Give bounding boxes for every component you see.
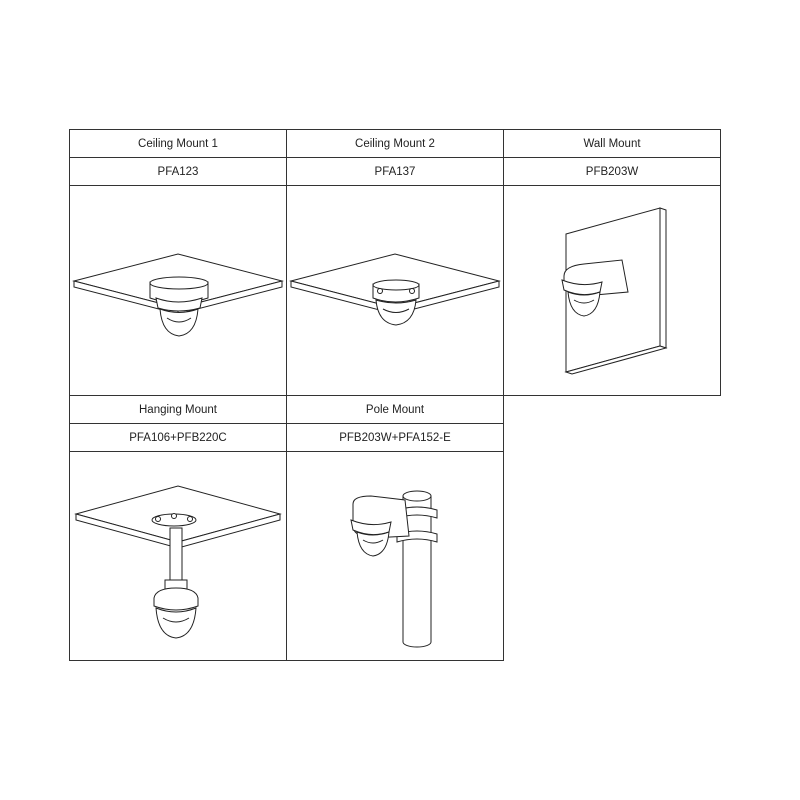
flange-screw <box>188 517 193 522</box>
mount-name-cell <box>69 129 287 158</box>
mount-name: Pole Mount <box>365 403 425 416</box>
pole-mount-illustration <box>286 451 504 661</box>
mount-model: PFA123 <box>157 165 199 178</box>
mount-name-cell <box>286 395 504 424</box>
wall-panel-edge <box>660 208 666 348</box>
mount-name-cell <box>503 129 721 158</box>
mount-name-cell <box>286 129 504 158</box>
junction-box-top <box>150 277 208 289</box>
mount-model-cell <box>286 423 504 452</box>
mount-model-cell <box>69 157 287 186</box>
mount-model-cell <box>69 423 287 452</box>
camera-dome <box>156 608 196 638</box>
mount-name: Wall Mount <box>583 137 641 150</box>
mount-model: PFB203W+PFA152-E <box>339 431 451 444</box>
mount-name: Ceiling Mount 2 <box>355 137 435 150</box>
pole-mount-drawing <box>287 452 503 660</box>
ceiling-mount-1-drawing <box>70 186 286 395</box>
mount-model: PFB203W <box>585 165 639 178</box>
flange-screw <box>172 514 177 519</box>
ceiling-mount-2-drawing <box>287 186 503 395</box>
ceiling-mount-2-illustration <box>286 185 504 396</box>
mount-model-cell <box>286 157 504 186</box>
mount-model: PFA137 <box>374 165 416 178</box>
pendant-pipe <box>170 528 182 584</box>
mount-name: Ceiling Mount 1 <box>138 137 218 150</box>
pole-top <box>403 491 431 501</box>
mount-model: PFA106+PFB220C <box>129 431 227 444</box>
mount-name-cell <box>69 395 287 424</box>
hanging-mount-drawing <box>70 452 286 660</box>
mount-name: Hanging Mount <box>139 403 217 416</box>
camera-housing <box>154 588 198 610</box>
mount-screw <box>378 289 383 294</box>
hanging-mount-illustration <box>69 451 287 661</box>
wall-mount-drawing <box>504 186 720 395</box>
ceiling-mount-1-illustration <box>69 185 287 396</box>
mount-model-cell <box>503 157 721 186</box>
wall-mount-illustration <box>503 185 721 396</box>
mount-screw <box>410 289 415 294</box>
flange-screw <box>156 517 161 522</box>
camera-dome <box>357 532 389 556</box>
